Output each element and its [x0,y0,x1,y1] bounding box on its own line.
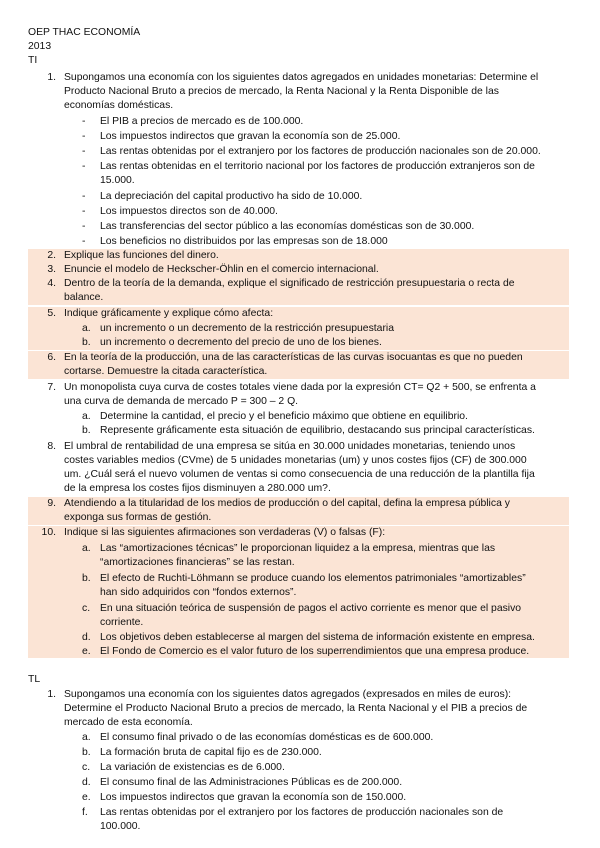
question-text-line: economías domésticas. [64,100,174,111]
dash-bullet: - [82,206,86,217]
bullet-text: Las rentas obtenidas en el territorio nacional por los factores de producción extranjeros son de [100,161,535,172]
question-number: 1. [47,72,56,83]
question-text-line: Explique las funciones del dinero. [64,250,219,261]
section-label-ti: TI [28,55,38,66]
sub-item-text: Los objetivos deben establecerse al margen del sistema de información existente en empresa. [100,632,535,643]
question-number: 9. [47,498,56,509]
section-label-tl: TL [28,674,41,685]
bullet-text: Las rentas obtenidas por el extranjero por los factores de producción nacionales son de 20.000. [100,146,541,157]
question-text-line: Indique gráficamente y explique cómo afecta: [64,308,274,319]
dash-bullet: - [82,116,86,127]
question-text-line: Determine el Producto Nacional Bruto a precios de mercado, la Renta Nacional y el PIB a precios de [64,703,528,714]
question-number: 4. [47,278,56,289]
sub-item-text: Determine la cantidad, el precio y el beneficio máximo que obtiene en equilibrio. [100,411,468,422]
question-number: 8. [47,441,56,452]
question-text-line: mercado de esta economía. [64,717,193,728]
question-text-line: Dentro de la teoría de la demanda, explique el significado de restricción presupuestaria o recta de [64,278,515,289]
sub-item-letter: e. [82,646,91,657]
dash-bullet: - [82,221,86,232]
dash-bullet: - [82,161,86,172]
question-text-line: um. ¿Cuál será el nuevo volumen de ventas si como consecuencia de una reducción de la plantilla fija [64,469,535,480]
sub-item-text: Los impuestos indirectos que gravan la economía son de 150.000. [100,792,407,803]
question-number: 5. [47,308,56,319]
question-text-line: balance. [64,292,104,303]
sub-item-text: El consumo final de las Administraciones Públicas es de 200.000. [100,777,403,788]
sub-item-letter: d. [82,777,91,788]
bullet-text: Los impuestos indirectos que gravan la economía son de 25.000. [100,131,401,142]
question-text-line: Un monopolista cuya curva de costes totales viene dada por la expresión CT= Q2 + 500, se enfrenta a [64,382,536,393]
bullet-text: 15.000. [100,175,135,186]
sub-item-text: “amortizaciones financieras” se las restan. [100,557,295,568]
bullet-text: El PIB a precios de mercado es de 100.000. [100,116,304,127]
question-text-line: Supongamos una economía con los siguientes datos agregados (expresados en miles de euros): [64,689,512,700]
question-number: 1. [47,689,56,700]
sub-item-letter: a. [82,411,91,422]
question-text-line: una curva de demanda de mercado P = 300 – 2 Q. [64,396,299,407]
sub-item-text: El Fondo de Comercio es el valor futuro de los superrendimientos que una empresa produce. [100,646,530,657]
sub-item-letter: c. [82,603,91,614]
sub-item-text: corriente. [100,617,144,628]
question-number: 2. [47,250,56,261]
question-number: 6. [47,352,56,363]
question-number: 10. [41,527,56,538]
question-text-line: de la empresa los costes fijos disminuyen a 280.000 um?. [64,483,331,494]
question-text-line: exponga sus formas de gestión. [64,512,212,523]
question-text-line: En la teoría de la producción, una de las características de las curvas isocuantas es que no pueden [64,352,523,363]
dash-bullet: - [82,236,86,247]
sub-item-letter: c. [82,762,91,773]
bullet-text: Los beneficios no distribuidos por las empresas son de 18.000 [100,236,388,247]
sub-item-text: han sido adquiridos con “fondos externos”. [100,587,297,598]
sub-item-text: Represente gráficamente esta situación de equilibrio, destacando sus principal características. [100,425,535,436]
question-text-line: Producto Nacional Bruto a precios de mercado, la Renta Nacional y la Renta Disponible de las [64,86,499,97]
sub-item-letter: b. [82,573,91,584]
sub-item-letter: a. [82,543,91,554]
sub-item-text: Las “amortizaciones técnicas” le proporcionan liquidez a la empresa, mientras que las [100,543,496,554]
question-number: 7. [47,382,56,393]
question-text-line: cortarse. Demuestre la citada característica. [64,366,268,377]
sub-item-text: El consumo final privado o de las economías domésticas es de 600.000. [100,732,434,743]
sub-item-letter: d. [82,632,91,643]
sub-item-text: La formación bruta de capital fijo es de 230.000. [100,747,322,758]
sub-item-text: 100.000. [100,821,141,832]
question-number: 3. [47,264,56,275]
document-year: 2013 [28,41,52,52]
bullet-text: Los impuestos directos son de 40.000. [100,206,278,217]
question-text-line: costes variables medios (CVme) de 5 unidades monetarias (um) y unos costes fijos (CF) de 300.000 [64,455,527,466]
document-title: OEP THAC ECONOMÍA [28,27,141,38]
sub-item-letter: f. [82,807,88,818]
sub-item-text: El efecto de Ruchti-Löhmann se produce cuando los elementos patrimoniales “amortizables” [100,573,526,584]
question-text-line: Indique si las siguientes afirmaciones son verdaderas (V) o falsas (F): [64,527,386,538]
question-text-line: El umbral de rentabilidad de una empresa se sitúa en 30.000 unidades monetarias, teniendo unos [64,441,516,452]
dash-bullet: - [82,191,86,202]
sub-item-text: La variación de existencias es de 6.000. [100,762,285,773]
bullet-text: La depreciación del capital productivo ha sido de 10.000. [100,191,363,202]
dash-bullet: - [82,146,86,157]
sub-item-letter: a. [82,323,91,334]
dash-bullet: - [82,131,86,142]
question-text-line: Atendiendo a la titularidad de los medios de producción o del capital, defina la empresa pública y [64,498,510,509]
sub-item-letter: b. [82,747,91,758]
sub-item-letter: e. [82,792,91,803]
question-text-line: Supongamos una economía con los siguientes datos agregados en unidades monetarias: Determine el [64,72,539,83]
sub-item-text: un incremento o decremento del precio de uno de los bienes. [100,337,382,348]
sub-item-letter: b. [82,337,91,348]
bullet-text: Las transferencias del sector público a las economías domésticas son de 30.000. [100,221,475,232]
sub-item-letter: a. [82,732,91,743]
sub-item-text: Las rentas obtenidas por el extranjero por los factores de producción nacionales son de [100,807,504,818]
sub-item-letter: b. [82,425,91,436]
sub-item-text: un incremento o un decremento de la restricción presupuestaria [100,323,394,334]
sub-item-text: En una situación teórica de suspensión de pagos el activo corriente es menor que el pasivo [100,603,522,614]
question-text-line: Enuncie el modelo de Heckscher-Öhlin en el comercio internacional. [64,264,379,275]
